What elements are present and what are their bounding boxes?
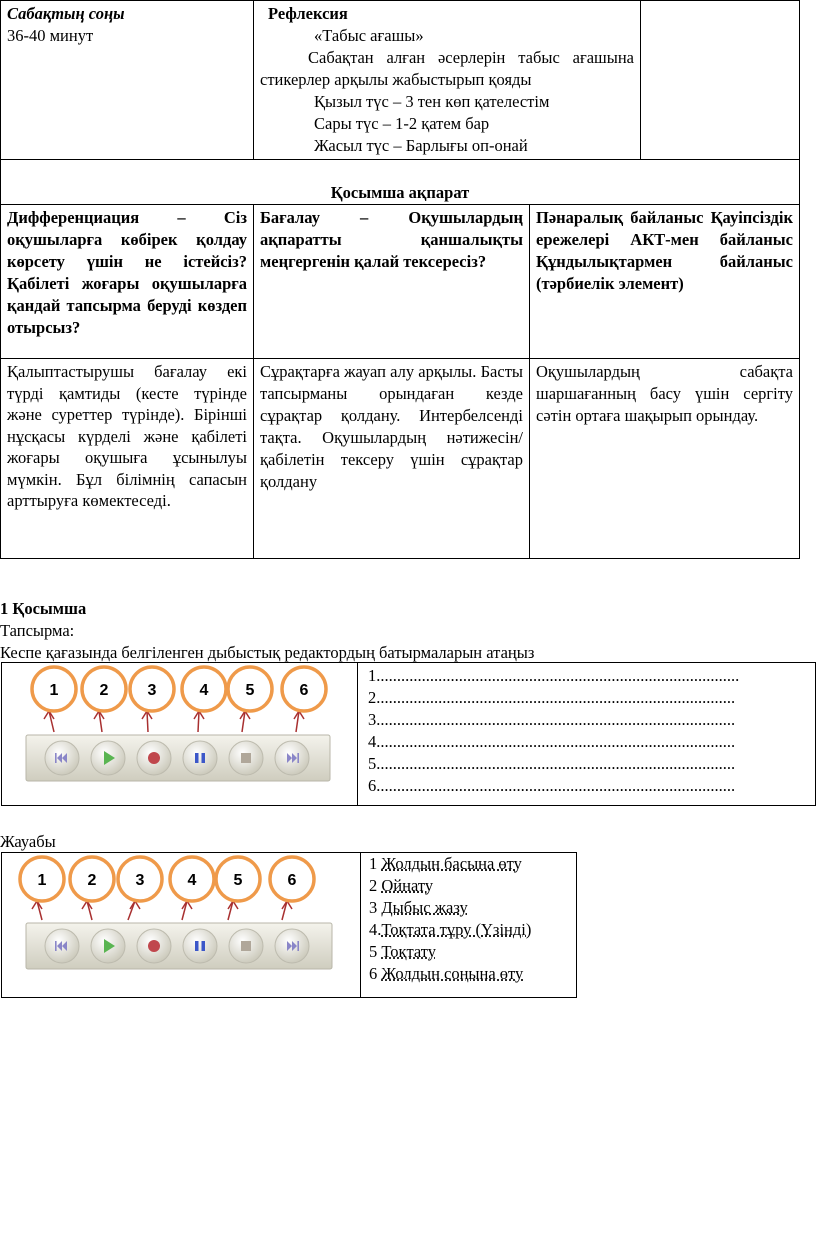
reflection-title: Рефлексия (268, 4, 348, 23)
lesson-end-label: Сабақтың соңы (7, 4, 125, 23)
blank-line: 3....................................................................................... (368, 710, 736, 729)
extra-info-title: Қосымша ақпарат (1, 160, 800, 205)
crosscurricular-header (530, 205, 800, 359)
answer-item: 2 Ойнату (369, 876, 434, 895)
crosscurricular-cell: Оқушылардың сабақта шаршағанның басу үшін сергіту сәтін ортаға шақырып орындау. (530, 359, 800, 559)
task-box (1, 662, 816, 806)
stop-icon (241, 753, 251, 763)
lesson-time: 36-40 минут (7, 26, 94, 45)
assessment-cell: Сұрақтарға жауап алу арқылы. Басты тапсырманы орындаған кезде сұрақтар қолдану. Интербелсенді тақта. Оқушылардың нәтижесін/қабілетін тексеру үшін сұрақтар қолдану (254, 359, 530, 559)
appendix-title: 1 Қосымша (0, 599, 87, 618)
answer-item: 5 Тоқтату (369, 942, 437, 961)
reflection-cell (254, 1, 641, 160)
marker-number: 2 (99, 682, 109, 699)
reflection-line: Сары түс – 1-2 қатем бар (314, 114, 490, 133)
blank-line: 6....................................................................................... (368, 776, 736, 795)
lesson-table (0, 0, 800, 559)
blank-line: 2....................................................................................... (368, 688, 736, 707)
marker-number: 5 (245, 682, 255, 699)
stop-icon (241, 941, 251, 951)
lesson-end-cell (1, 1, 254, 160)
answer-box (1, 852, 577, 998)
blank-list (368, 665, 810, 797)
reflection-line: Жасыл түс – Барлығы оп-онай (314, 136, 528, 155)
answer-divider (360, 853, 361, 997)
task-label: Тапсырма: (0, 621, 75, 640)
differentiation-text: Дифференциация – Сіз оқушыларға көбірек қолдау көрсету үшін не істейсіз? Қабілеті жоғары оқушыларға қандай тапсырма беруді көздеп отырсыз? (7, 208, 247, 337)
task-text: Кеспе қағазында белгіленген дыбыстық редактордың батырмаларын атаңыз (0, 643, 535, 662)
answer-item: 3 Дыбыс жазу (369, 898, 468, 917)
empty-cell (641, 1, 800, 160)
reflection-line: «Табыс ағашы» (314, 26, 424, 45)
crosscurricular-text: Пәнаралық байланыс Қауіпсіздік ережелері АКТ-мен байланыс Құндылықтармен байланыс (тәрбиелік элемент) (536, 208, 793, 293)
marker-number: 3 (147, 682, 157, 699)
answer-list (369, 853, 531, 985)
marker-number: 6 (287, 872, 297, 889)
answer-item: 6 Жолдын соңына өту (369, 964, 524, 983)
arrow (198, 711, 199, 732)
answer-item: 4.Тоқтата тұру (Үзінді) (369, 920, 532, 939)
blank-line: 4....................................................................................... (368, 732, 736, 751)
marker-number: 5 (233, 872, 243, 889)
record-icon (148, 752, 160, 764)
answer-item: 1 Жолдын басына өту (369, 854, 522, 873)
answer-label: Жауабы (0, 832, 56, 851)
blank-line: 5....................................................................................... (368, 754, 736, 773)
pause-button (183, 741, 217, 775)
marker-number: 6 (299, 682, 309, 699)
marker-number: 4 (199, 682, 209, 699)
record-icon (148, 940, 160, 952)
reflection-line: Қызыл түс – 3 тен көп қателестім (314, 92, 550, 111)
marker-number: 1 (49, 682, 59, 699)
pause-button (183, 929, 217, 963)
marker-number: 3 (135, 872, 145, 889)
blank-line: 1........................................................................................ (368, 666, 740, 685)
differentiation-header (1, 205, 254, 359)
assessment-header (254, 205, 530, 359)
differentiation-cell: Қалыптастырушы бағалау екі түрді қамтиды (кесте түрінде және суреттер түрінде). Бірінші нұсқасы күрделі және қабілеті жоғары оқушыға ұсынылуы мүмкін. Бұл білімнің сапасын арттыруға көмектеседі. (1, 359, 254, 559)
task-divider (357, 663, 358, 805)
player-figure-answer (2, 853, 359, 997)
marker-number: 4 (187, 872, 197, 889)
assessment-text: Бағалау – Оқушылардың ақпаратты қаншалықты меңгергенін қалай тексересіз? (260, 208, 523, 271)
arrow (147, 711, 148, 732)
player-figure (2, 663, 356, 805)
reflection-line: Сабақтан алған әсерлерін табыс ағашына стикерлер арқылы жабыстырып қояды (260, 48, 634, 89)
marker-number: 2 (87, 872, 97, 889)
marker-number: 1 (37, 872, 47, 889)
